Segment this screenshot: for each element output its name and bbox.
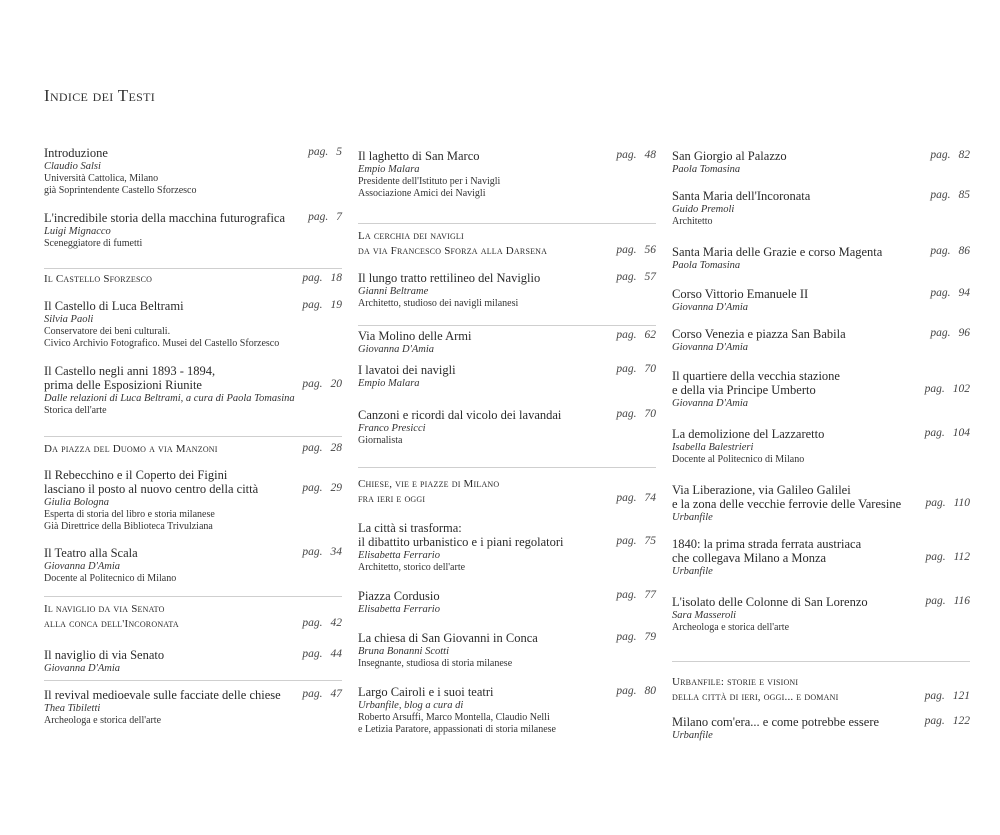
page-number: [925, 690, 970, 702]
page-value: 47: [330, 688, 342, 700]
page-value: 20: [330, 378, 342, 390]
page-title: Indice dei Testi: [44, 86, 156, 105]
page-label: pag.: [930, 287, 951, 299]
page-label: pag.: [924, 427, 945, 439]
page-label: pag.: [930, 189, 951, 201]
entry-author: Claudio Salsi: [44, 161, 101, 172]
toc-section-heading[interactable]: [44, 272, 342, 287]
page-label: pag.: [616, 492, 637, 504]
page-number: [616, 631, 656, 643]
entry-title-line: L'incredibile storia della macchina futurografica: [44, 211, 286, 225]
entry-description: Docente al Politecnico di Milano: [672, 454, 805, 465]
page-label: pag.: [302, 272, 323, 284]
page-value: 7: [336, 211, 342, 223]
page-value: 77: [644, 589, 656, 601]
toc-column-2: [358, 149, 656, 789]
entry-description: Giornalista: [358, 435, 403, 446]
page-label: pag.: [302, 546, 323, 558]
page-number: [616, 535, 656, 547]
toc-column-3: [672, 149, 970, 789]
section-title-line: La cerchia dei navigli: [358, 230, 464, 242]
toc-entry[interactable]: [672, 369, 970, 410]
toc-entry[interactable]: [672, 149, 970, 176]
page-value: 18: [330, 272, 342, 284]
page-value: 112: [953, 551, 970, 563]
section-title-line: Urbanfile: storie e visioni: [672, 676, 799, 688]
page-label: pag.: [616, 408, 637, 420]
page-value: 104: [952, 427, 970, 439]
section-title-line: della città di ieri, oggi... e domani: [672, 691, 839, 703]
page-number: [616, 685, 656, 697]
page-number: [616, 271, 656, 283]
page-value: 110: [953, 497, 970, 509]
page-value: 74: [644, 492, 656, 504]
entry-description: Presidente dell'Istituto per i Navigli: [358, 176, 501, 187]
page-number: [930, 149, 970, 161]
entry-author: Giulia Bologna: [44, 497, 110, 508]
toc-entry[interactable]: [358, 149, 656, 200]
section-divider: [358, 325, 656, 326]
page-value: 79: [644, 631, 656, 643]
toc-entry[interactable]: [672, 537, 970, 578]
page-label: pag.: [616, 589, 637, 601]
toc-entry[interactable]: [358, 685, 656, 736]
entry-author: Guido Premoli: [672, 204, 735, 215]
page-value: 34: [330, 546, 342, 558]
page-value: 85: [958, 189, 970, 201]
page-number: [925, 427, 970, 439]
page-label: pag.: [930, 327, 951, 339]
page-number: [616, 329, 656, 341]
page-number: [302, 546, 342, 558]
entry-title-line: La demolizione del Lazzaretto: [672, 427, 825, 441]
entry-title-line: Il Castello negli anni 1893 - 1894,: [44, 364, 216, 378]
page-label: pag.: [302, 617, 323, 629]
entry-description: Architetto, storico dell'arte: [358, 562, 466, 573]
section-divider: [358, 467, 656, 468]
entry-title-line: Il lungo tratto rettilineo del Naviglio: [358, 271, 541, 285]
entry-title-line: Piazza Cordusio: [358, 589, 440, 603]
toc-entry[interactable]: [672, 595, 970, 634]
section-title-line: alla conca dell'Incoronata: [44, 618, 179, 630]
page-number: [616, 363, 656, 375]
page-label: pag.: [302, 299, 323, 311]
page-label: pag.: [616, 244, 637, 256]
section-divider: [44, 436, 342, 437]
section-title-line: Il naviglio da via Senato: [44, 603, 165, 615]
entry-title-line: Santa Maria delle Grazie e corso Magenta: [672, 245, 883, 259]
page-label: pag.: [616, 329, 637, 341]
entry-author: Silvia Paoli: [44, 314, 94, 325]
page-label: pag.: [302, 442, 323, 454]
entry-title-line: Milano com'era... e come potrebbe essere: [672, 715, 880, 729]
entry-author: Elisabetta Ferrario: [358, 550, 440, 561]
page-number: [925, 497, 970, 509]
entry-title-line: Il Rebecchino e il Coperto dei Figini: [44, 468, 228, 482]
entry-author: Giovanna D'Amia: [44, 561, 121, 572]
entry-author: Isabella Balestrieri: [672, 442, 754, 453]
page-number: [930, 287, 970, 299]
entry-author: Urbanfile: [672, 566, 713, 577]
entry-title-line: Il revival medioevale sulle facciate delle chiese: [44, 688, 281, 702]
page-number: [302, 442, 342, 454]
entry-author: Urbanfile: [672, 730, 713, 741]
toc-entry[interactable]: [672, 245, 970, 272]
section-divider: [44, 680, 342, 681]
entry-title-line: Corso Vittorio Emanuele II: [672, 287, 809, 301]
page-value: 5: [336, 146, 342, 158]
toc-entry[interactable]: [672, 287, 970, 314]
toc-entry[interactable]: [358, 329, 656, 356]
entry-title-line: Canzoni e ricordi dal vicolo dei lavandai: [358, 408, 562, 422]
toc-entry[interactable]: [672, 715, 970, 742]
toc-entry[interactable]: [44, 211, 342, 250]
section-title-line: Il Castello Sforzesco: [44, 273, 153, 285]
page-label: pag.: [616, 271, 637, 283]
page-number: [925, 551, 970, 563]
toc-entry[interactable]: [672, 427, 970, 466]
entry-title-line: Il quartiere della vecchia stazione: [672, 369, 840, 383]
entry-title-line: prima delle Esposizioni Riunite: [44, 378, 202, 392]
entry-author: Paola Tomasina: [672, 164, 741, 175]
page-value: 28: [330, 442, 342, 454]
entry-title-line: lasciano il posto al nuovo centro della città: [44, 482, 259, 496]
page-label: pag.: [924, 383, 945, 395]
entry-title-line: I lavatoi dei navigli: [358, 363, 456, 377]
entry-author: Sara Masseroli: [672, 610, 737, 621]
page-number: [930, 245, 970, 257]
entry-author: Thea Tibiletti: [44, 703, 101, 714]
page-number: [302, 688, 342, 700]
toc-entry[interactable]: [44, 688, 342, 727]
page-number: [616, 492, 656, 504]
toc-entry[interactable]: [44, 146, 342, 197]
entry-title-line: La città si trasforma:: [358, 521, 462, 535]
toc-entry[interactable]: [672, 327, 970, 354]
page-value: 80: [644, 685, 656, 697]
page-label: pag.: [302, 378, 323, 390]
entry-author: Luigi Mignacco: [44, 226, 111, 237]
entry-author: Empio Malara: [358, 378, 420, 389]
entry-description: Esperta di storia del libro e storia milanese: [44, 509, 215, 520]
entry-description: Architetto: [672, 216, 713, 227]
entry-title-line: 1840: la prima strada ferrata austriaca: [672, 537, 862, 551]
page-value: 70: [644, 408, 656, 420]
toc-entry[interactable]: [358, 631, 656, 670]
page-value: 96: [958, 327, 970, 339]
page-value: 62: [644, 329, 656, 341]
toc-section-heading[interactable]: [358, 477, 656, 507]
toc-entry[interactable]: [358, 589, 656, 616]
toc-section-heading[interactable]: [358, 229, 656, 259]
section-divider: [44, 596, 342, 597]
page-label: pag.: [616, 631, 637, 643]
section-divider: [44, 268, 342, 269]
section-title-line: fra ieri e oggi: [358, 493, 426, 505]
page-label: pag.: [924, 715, 945, 727]
page-value: 121: [952, 690, 970, 702]
page-value: 94: [958, 287, 970, 299]
page-value: 48: [644, 149, 656, 161]
entry-title-line: Via Liberazione, via Galileo Galilei: [672, 483, 851, 497]
page-number: [302, 482, 342, 494]
page-label: pag.: [616, 149, 637, 161]
entry-author: Giovanna D'Amia: [672, 398, 749, 409]
toc-entry[interactable]: [358, 408, 656, 447]
page-label: pag.: [302, 688, 323, 700]
page-label: pag.: [616, 363, 637, 375]
entry-title-line: Il laghetto di San Marco: [358, 149, 480, 163]
page-value: 82: [958, 149, 970, 161]
toc-entry[interactable]: [44, 468, 342, 533]
page-number: [616, 408, 656, 420]
page-label: pag.: [302, 648, 323, 660]
page-label: pag.: [924, 690, 945, 702]
entry-author: Empio Malara: [358, 164, 420, 175]
entry-title-line: Corso Venezia e piazza San Babila: [672, 327, 846, 341]
page-value: 19: [330, 299, 342, 311]
entry-description: Archeologa e storica dell'arte: [672, 622, 790, 633]
page-value: 102: [952, 383, 970, 395]
toc-entry[interactable]: [44, 299, 342, 350]
page-number: [930, 189, 970, 201]
toc-column-1: [44, 146, 342, 786]
section-title-line: Chiese, vie e piazze di Milano: [358, 478, 500, 490]
entry-title-line: Via Molino delle Armi: [358, 329, 472, 343]
page-label: pag.: [616, 535, 637, 547]
toc-entry[interactable]: [358, 363, 656, 390]
page-number: [616, 244, 656, 256]
page-label: pag.: [308, 211, 329, 223]
section-title-line: Da piazza del Duomo a via Manzoni: [44, 443, 218, 455]
page-label: pag.: [925, 595, 946, 607]
toc-entry[interactable]: [672, 483, 970, 524]
entry-author: Gianni Beltrame: [358, 286, 429, 297]
page-value: 29: [330, 482, 342, 494]
entry-author: Dalle relazioni di Luca Beltrami, a cura di Paola Tomasina: [44, 393, 295, 404]
entry-description: Storica dell'arte: [44, 405, 107, 416]
entry-title-line: il dibattito urbanistico e i piani regolatori: [358, 535, 564, 549]
entry-description: Insegnante, studiosa di storia milanese: [358, 658, 513, 669]
entry-title-line: Santa Maria dell'Incoronata: [672, 189, 811, 203]
toc-section-heading[interactable]: [672, 675, 970, 705]
page-value: 86: [958, 245, 970, 257]
entry-description: Già Direttrice della Biblioteca Trivulziana: [44, 521, 213, 532]
entry-author: Giovanna D'Amia: [44, 663, 121, 674]
entry-description: Architetto, studioso dei navigli milanesi: [358, 298, 519, 309]
entry-title-line: Introduzione: [44, 146, 108, 160]
entry-author: Giovanna D'Amia: [672, 342, 749, 353]
section-title-line: da via Francesco Sforza alla Darsena: [358, 245, 548, 257]
entry-description: Roberto Arsuffi, Marco Montella, Claudio Nelli: [358, 712, 550, 723]
page-value: 70: [644, 363, 656, 375]
entry-description: Associazione Amici dei Navigli: [358, 188, 486, 199]
page-number: [308, 146, 342, 158]
entry-description: Civico Archivio Fotografico. Musei del Castello Sforzesco: [44, 338, 280, 349]
page-label: pag.: [925, 497, 946, 509]
entry-title-line: Il Castello di Luca Beltrami: [44, 299, 184, 313]
entry-author: Bruna Bonanni Scotti: [358, 646, 449, 657]
entry-title-line: e della via Principe Umberto: [672, 383, 816, 397]
entry-description: Docente al Politecnico di Milano: [44, 573, 177, 584]
toc-section-heading[interactable]: [44, 602, 342, 632]
page-label: pag.: [930, 149, 951, 161]
toc-section-heading[interactable]: [44, 442, 342, 457]
page-number: [616, 149, 656, 161]
page-label: pag.: [302, 482, 323, 494]
entry-author: Giovanna D'Amia: [672, 302, 749, 313]
toc-entry[interactable]: [358, 521, 656, 574]
page-number: [925, 715, 970, 727]
page-label: pag.: [930, 245, 951, 257]
entry-description: e Letizia Paratore, appassionati di storia milanese: [358, 724, 556, 735]
page-number: [302, 299, 342, 311]
entry-title-line: San Giorgio al Palazzo: [672, 149, 787, 163]
page-value: 116: [953, 595, 970, 607]
section-divider: [672, 661, 970, 662]
page-number: [302, 617, 342, 629]
entry-description: Archeologa e storica dell'arte: [44, 715, 162, 726]
toc-entry[interactable]: [44, 364, 342, 417]
entry-title-line: Largo Cairoli e i suoi teatri: [358, 685, 494, 699]
entry-author: Urbanfile, blog a cura di: [358, 700, 464, 711]
entry-title-line: Il Teatro alla Scala: [44, 546, 138, 560]
entry-title-line: che collegava Milano a Monza: [672, 551, 827, 565]
page-label: pag.: [308, 146, 329, 158]
page-value: 75: [644, 535, 656, 547]
page-value: 42: [330, 617, 342, 629]
page-number: [302, 648, 342, 660]
page-number: [302, 378, 342, 390]
entry-title-line: La chiesa di San Giovanni in Conca: [358, 631, 538, 645]
page-number: [616, 589, 656, 601]
page-number: [925, 595, 970, 607]
page-number: [308, 211, 342, 223]
entry-author: Urbanfile: [672, 512, 713, 523]
entry-title-line: Il naviglio di via Senato: [44, 648, 165, 662]
entry-author: Giovanna D'Amia: [358, 344, 435, 355]
page-number: [930, 327, 970, 339]
entry-title-line: L'isolato delle Colonne di San Lorenzo: [672, 595, 868, 609]
page-value: 56: [644, 244, 656, 256]
page-label: pag.: [616, 685, 637, 697]
entry-author: Paola Tomasina: [672, 260, 741, 271]
entry-author: Franco Presicci: [358, 423, 426, 434]
entry-title-line: e la zona delle vecchie ferrovie delle Varesine: [672, 497, 902, 511]
toc-entry[interactable]: [358, 271, 656, 310]
section-divider: [358, 223, 656, 224]
page-value: 122: [952, 715, 970, 727]
entry-description: già Soprintendente Castello Sforzesco: [44, 185, 197, 196]
entry-description: Conservatore dei beni culturali.: [44, 326, 171, 337]
toc-entry[interactable]: [44, 546, 342, 585]
page-number: [925, 383, 970, 395]
page-number: [302, 272, 342, 284]
entry-description: Sceneggiatore di fumetti: [44, 238, 143, 249]
toc-entry[interactable]: [672, 189, 970, 228]
page-label: pag.: [925, 551, 946, 563]
toc-entry[interactable]: [44, 648, 342, 675]
page-value: 57: [644, 271, 656, 283]
page-value: 44: [330, 648, 342, 660]
entry-description: Università Cattolica, Milano: [44, 173, 159, 184]
entry-author: Elisabetta Ferrario: [358, 604, 440, 615]
